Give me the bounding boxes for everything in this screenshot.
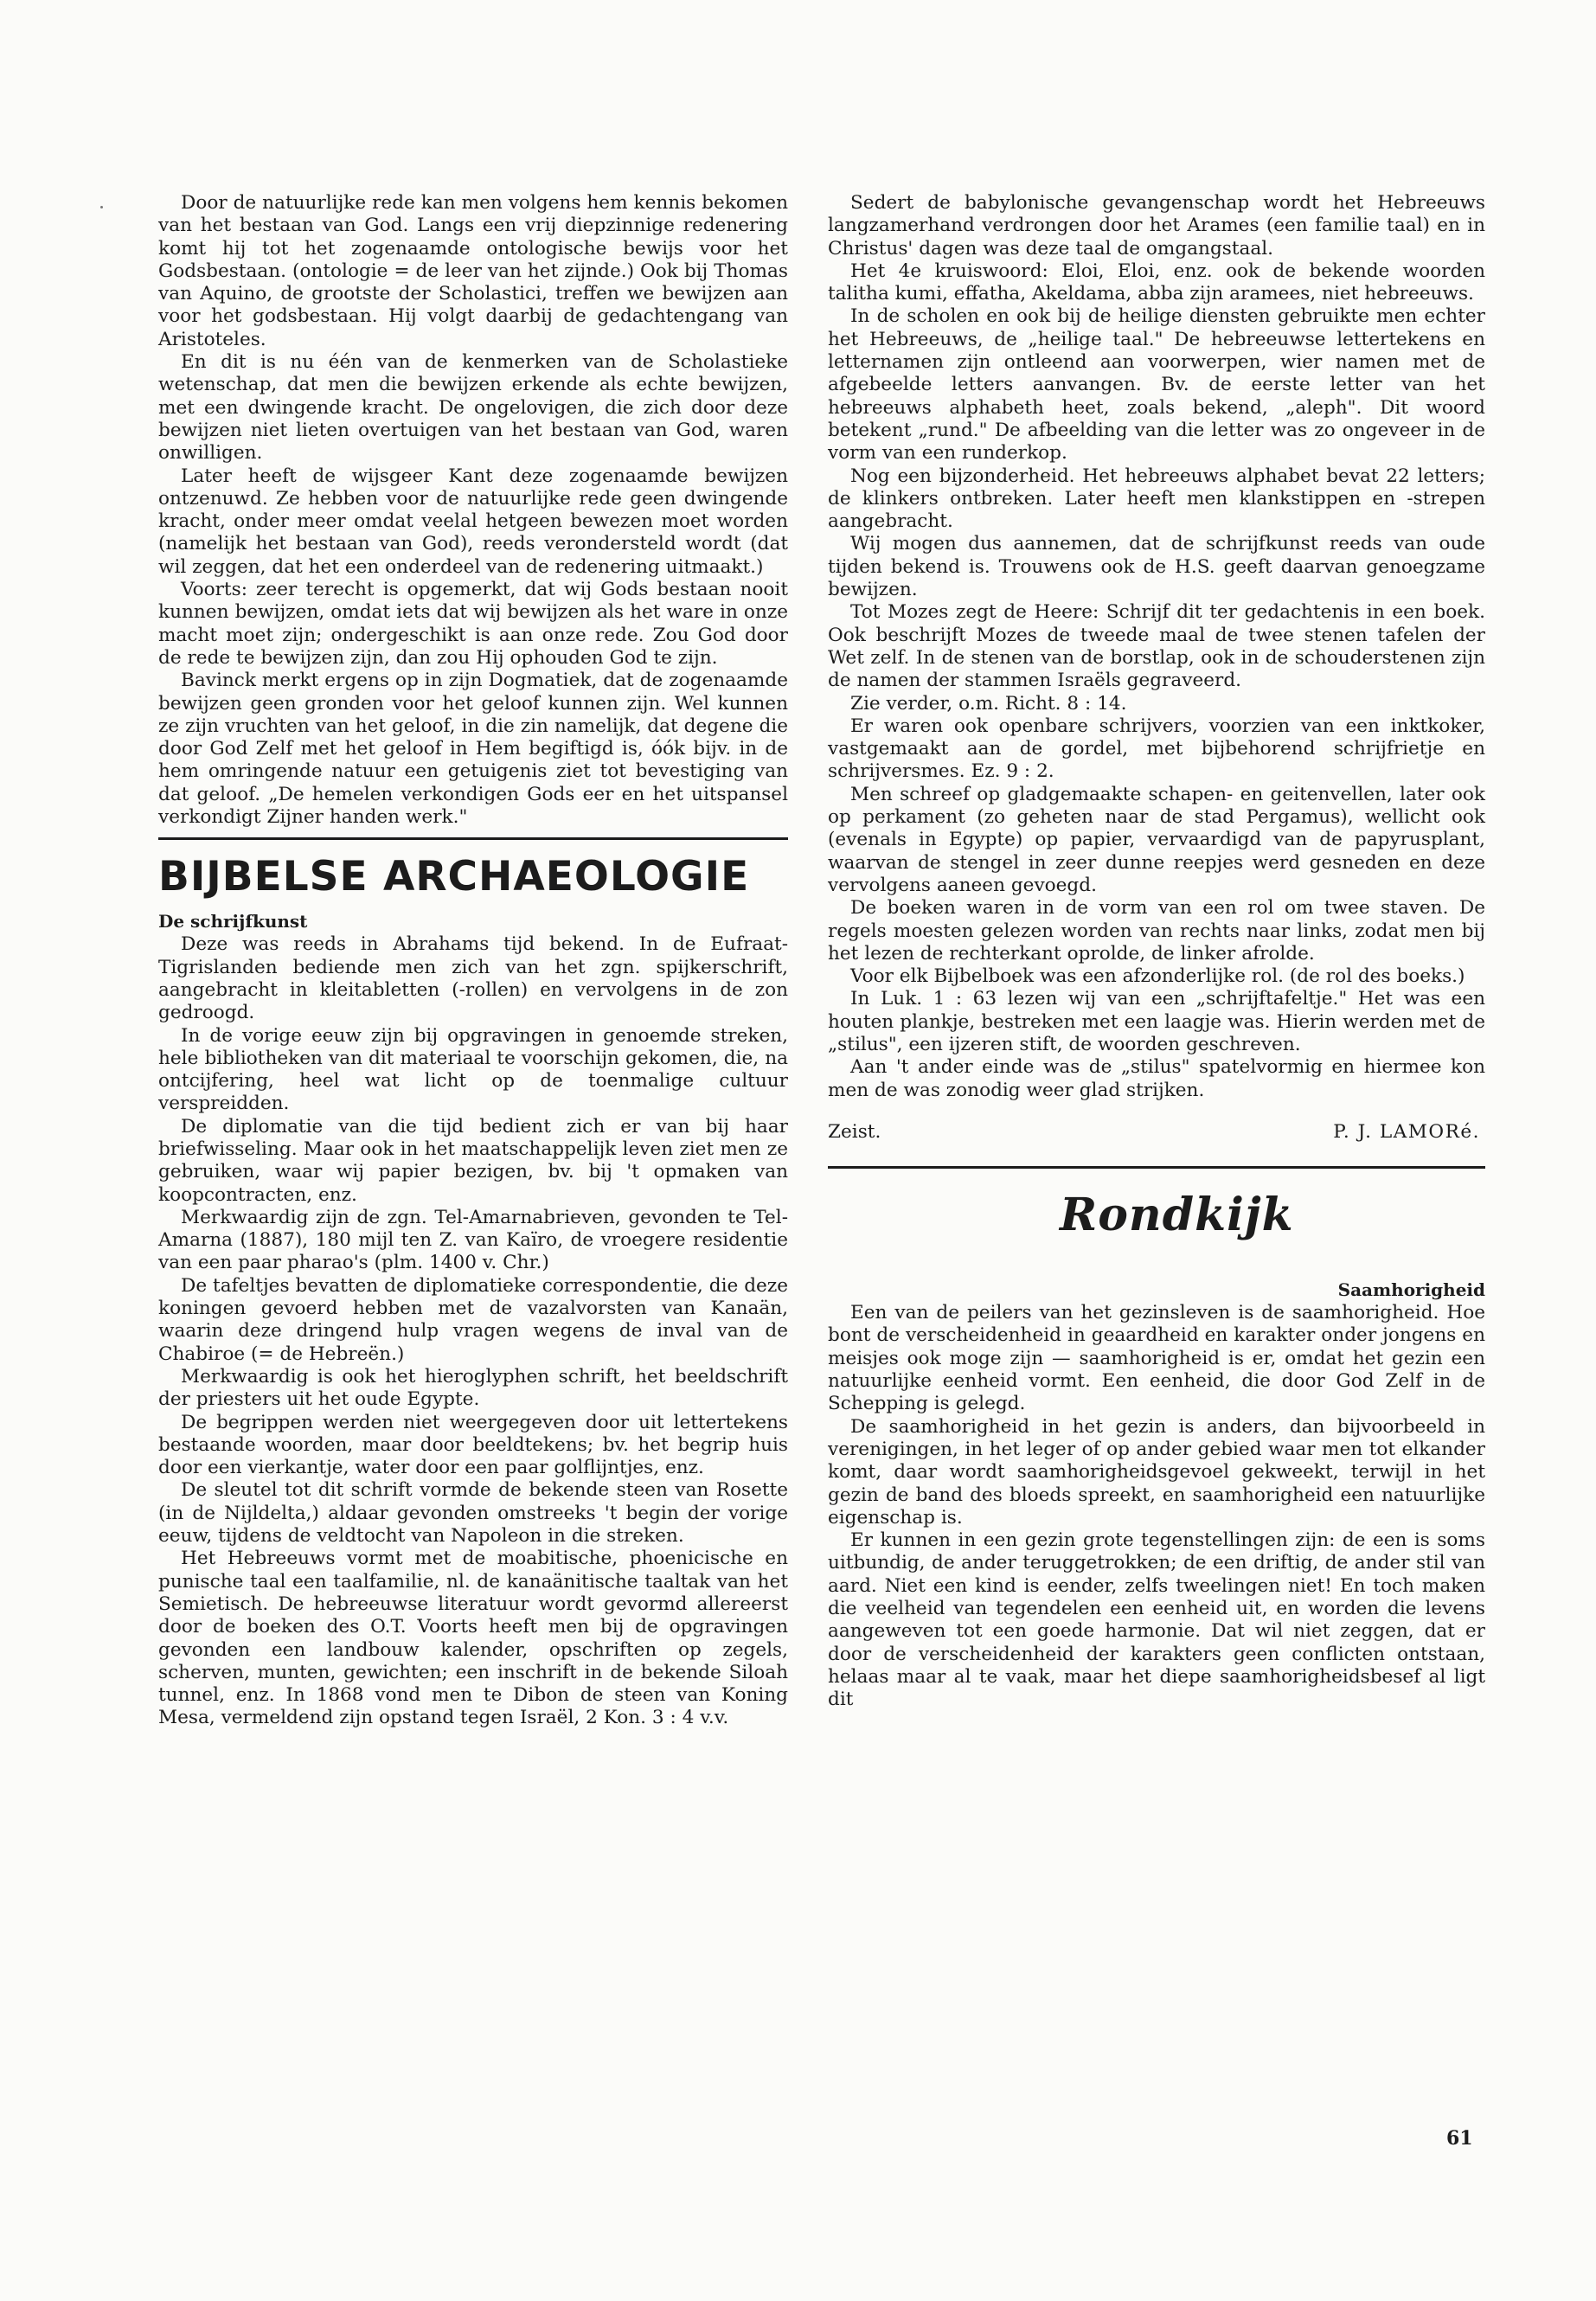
right-column (828, 192, 1485, 1712)
subheading-schrijfkunst: De schrijfkunst (158, 911, 308, 933)
paragraph: Deze was reeds in Abrahams tijd bekend. In de Eufraat-Tigrislanden bediende men zich van het zgn. spijkerschrift, aangebracht in kleitabletten (-rollen) en vervolgens in de zon gedroogd. (158, 933, 788, 1024)
paragraph: Later heeft de wijsgeer Kant deze zogenaamde bewijzen ontzenuwd. Ze hebben voor de natuurlijke rede geen dwingende kracht, onder meer omdat veelal hetgeen bewezen moet worden (namelijk het bestaan van God), reeds verondersteld wordt (dat wil zeggen, dat het een onderdeel van de redenering uitmaakt.) (158, 465, 788, 578)
intro-text (158, 192, 788, 829)
signoff-place: Zeist. (828, 1120, 881, 1143)
paragraph: Aan 't ander einde was de „stilus" spatelvormig en hiermee kon men de was zonodig weer glad strijken. (828, 1056, 1485, 1101)
paragraph: Voor elk Bijbelboek was een afzonderlijke rol. (de rol des boeks.) (850, 965, 1465, 988)
paragraph: In de scholen en ook bij de heilige diensten gebruikte men echter het Hebreeuws, de „heilige taal." De hebreeuwse lettertekens en letternamen zijn ontleend aan voorwerpen, wier namen met de afgebeelde letters aanvangen. Bv. de eerste letter van het hebreeuws alphabeth heet, zoals bekend, „aleph". Dit woord betekent „rund." De afbeelding van die letter was zo ongeveer in de vorm van een runderkop. (828, 305, 1485, 465)
page-number: 61 (1446, 2127, 1473, 2150)
paragraph: Zie verder, o.m. Richt. 8 : 14. (850, 692, 1127, 715)
paragraph: Nog een bijzonderheid. Het hebreeuws alphabet bevat 22 letters; de klinkers ontbreken. Later heeft men klankstippen en -strepen aangebracht. (828, 465, 1485, 533)
section-divider (158, 837, 788, 840)
author-signature: P. J. LAMORé. (1333, 1120, 1480, 1143)
paragraph: Het Hebreeuws vormt met de moabitische, phoenicische en punische taal een taalfamilie, nl. de kanaänitische taaltak van het Semietisch. De hebreeuwse literatuur wordt gevormd allereerst door de boeken des O.T. Voorts heeft men bij de opgravingen gevonden een landbouw kalender, opschriften op zegels, scherven, munten, gewichten; een inschrift in de bekende Siloah tunnel, enz. In 1868 vond men te Dibon de steen van Koning Mesa, vermeldend zijn opstand tegen Israël, 2 Kon. 3 : 4 v.v. (158, 1548, 788, 1729)
margin-speck (100, 206, 103, 208)
paragraph: Men schreef op gladgemaakte schapen- en geitenvellen, later ook op perkament (zo geheten naar de stad Pergamus), wellicht ook (evenals in Egypte) op papier, vervaardigd van de papyrusplant, waarvan de stengel in zeer dunne reepjes werd gesneden en deze vervolgens aaneen gevoegd. (828, 783, 1485, 896)
rondkijk-text (828, 1302, 1485, 1711)
paragraph: Merkwaardig zijn de zgn. Tel-Amarnabrieven, gevonden te Tel-Amarna (1887), 180 mijl ten Z. van Kaïro, de vroegere residentie van een paar pharao's (plm. 1400 v. Chr.) (158, 1206, 788, 1274)
paragraph: Door de natuurlijke rede kan men volgens hem kennis bekomen van het bestaan van God. Langs een vrij diepzinnige redenering komt hij tot het zogenaamde ontologische bewijs voor het Godsbestaan. (ontologie = de leer van het zijnde.) Ook bij Thomas van Aquino, de grootste der Scholastici, treffen we bewijzen aan voor het godsbestaan. Hij volgt daarbij de gedachtengang van Aristoteles. (158, 192, 788, 350)
paragraph: Er kunnen in een gezin grote tegenstellingen zijn: de een is soms uitbundig, de ander teruggetrokken; de een driftig, de ander stil van aard. Niet een kind is eender, zelfs tweelingen niet! En toch maken die veelheid van tegendelen een eenheid uit, en worden die levens aangeweven tot een goede harmonie. Dat wil niet zeggen, dat er door de verscheidenheid der karakters geen conflicten ontstaan, helaas maar al te vaak, maar het diepe saamhorigheidsbesef al ligt dit (828, 1529, 1485, 1711)
archaeology-continued (828, 192, 1485, 1102)
left-column (158, 192, 788, 1730)
signoff (828, 1121, 1485, 1144)
paragraph: Het 4e kruiswoord: Eloi, Eloi, enz. ook de bekende woorden talitha kumi, effatha, Akeldama, abba zijn aramees, niet hebreeuws. (828, 260, 1485, 305)
paragraph: Wij mogen dus aannemen, dat de schrijfkunst reeds van oude tijden bekend is. Trouwens ook de H.S. geeft daarvan genoegzame bewijzen. (828, 533, 1485, 601)
paragraph: In de vorige eeuw zijn bij opgravingen in genoemde streken, hele bibliotheken van dit materiaal te voorschijn gekomen, die, na ontcijfering, heel wat licht op de toenmalige cultuur verspreidden. (158, 1024, 788, 1115)
paragraph: De diplomatie van die tijd bedient zich er van bij haar briefwisseling. Maar ook in het maatschappelijk leven ziet men ze gebruiken, waar wij papier bezigen, bv. bij 't opmaken van koopcontracten, enz. (158, 1115, 788, 1206)
section-title-rondkijk: Rondkijk (1060, 1189, 1294, 1242)
paragraph: Tot Mozes zegt de Heere: Schrijf dit ter gedachtenis in een boek. Ook beschrijft Mozes de tweede maal de twee stenen tafelen der Wet zelf. In de stenen van de borstlap, ook in de schouderstenen zijn de namen der stammen Israëls gegraveerd. (828, 601, 1485, 692)
paragraph: De tafeltjes bevatten de diplomatieke correspondentie, die deze koningen gevoerd hebben met de vazalvorsten van Kanaän, waarin deze dringend hulp vragen wegens de inval van de Chabiroe (= de Hebreën.) (158, 1274, 788, 1365)
paragraph: De begrippen werden niet weergegeven door uit lettertekens bestaande woorden, maar door beeldtekens; bv. het begrip huis door een vierkantje, water door een paar golflijntjes, enz. (158, 1411, 788, 1479)
paragraph: Bavinck merkt ergens op in zijn Dogmatiek, dat de zogenaamde bewijzen geen gronden voor het geloof kunnen zijn. Wel kunnen ze zijn vruchten van het geloof, in die zin namelijk, dat degene die door God Zelf met het geloof in Hem begiftigd is, óók bijv. in de hem omringende natuur een getuigenis ziet tot bevestiging van dat geloof. „De hemelen verkondigen Gods eer en het uitspansel verkondigt Zijner handen werk." (158, 670, 788, 829)
paragraph: Er waren ook openbare schrijvers, voorzien van een inktkoker, vastgemaakt aan de gordel, met bijbehorend schrijfrietje en schrijversmes. Ez. 9 : 2. (828, 715, 1485, 783)
section-title-archaeology: BIJBELSE ARCHAEOLOGIE (158, 853, 750, 901)
paragraph: De saamhorigheid in het gezin is anders, dan bijvoorbeeld in verenigingen, in het leger of op ander gebied waar men tot elkander komt, daar wordt saamhorigheidsgevoel gekweekt, terwijl in het gezin de band des bloeds spreekt, en saamhorigheid een natuurlijke eigenschap is. (828, 1415, 1485, 1529)
paragraph: In Luk. 1 : 63 lezen wij van een „schrijftafeltje." Het was een houten plankje, bestreken met een laagje was. Hierin werden met de „stilus", een ijzeren stift, de woorden geschreven. (828, 988, 1485, 1055)
paragraph: En dit is nu één van de kenmerken van de Scholastieke wetenschap, dat men die bewijzen erkende als echte bewijzen, met een dwingende kracht. De ongelovigen, die zich door deze bewijzen niet lieten overtuigen van het bestaan van God, waren onwilligen. (158, 351, 788, 465)
subheading-saamhorigheid: Saamhorigheid (1337, 1279, 1485, 1301)
paragraph: Merkwaardig is ook het hieroglyphen schrift, het beeldschrift der priesters uit het oude Egypte. (158, 1365, 788, 1411)
paragraph: Een van de peilers van het gezinsleven is de saamhorigheid. Hoe bont de verscheidenheid in geaardheid en karakter onder jongens en meisjes ook moge zijn — saamhorigheid is er, omdat het gezin een natuurlijke eenheid vormt. Een eenheid, die door God Zelf in de Schepping is gelegd. (828, 1302, 1485, 1415)
paragraph: Voorts: zeer terecht is opgemerkt, dat wij Gods bestaan nooit kunnen bewijzen, omdat iets dat wij bewijzen als het ware in onze macht moet zijn; ondergeschikt is aan onze rede. Zou God door de rede te bewijzen zijn, dan zou Hij ophouden God te zijn. (158, 579, 788, 669)
archaeology-text (158, 933, 788, 1729)
paragraph: Sedert de babylonische gevangenschap wordt het Hebreeuws langzamerhand verdrongen door het Arames (een familie taal) en in Christus' dagen was deze taal de omgangstaal. (828, 192, 1485, 260)
paragraph: De boeken waren in de vorm van een rol om twee staven. De regels moesten gelezen worden van rechts naar links, zodat men bij het lezen de rechterkant oprolde, de linker afrolde. (828, 897, 1485, 965)
paragraph: De sleutel tot dit schrift vormde de bekende steen van Rosette (in de Nijldelta,) aldaar gevonden omstreeks 't begin der vorige eeuw, tijdens de veldtocht van Napoleon in die streken. (158, 1479, 788, 1548)
section-divider (828, 1166, 1485, 1169)
